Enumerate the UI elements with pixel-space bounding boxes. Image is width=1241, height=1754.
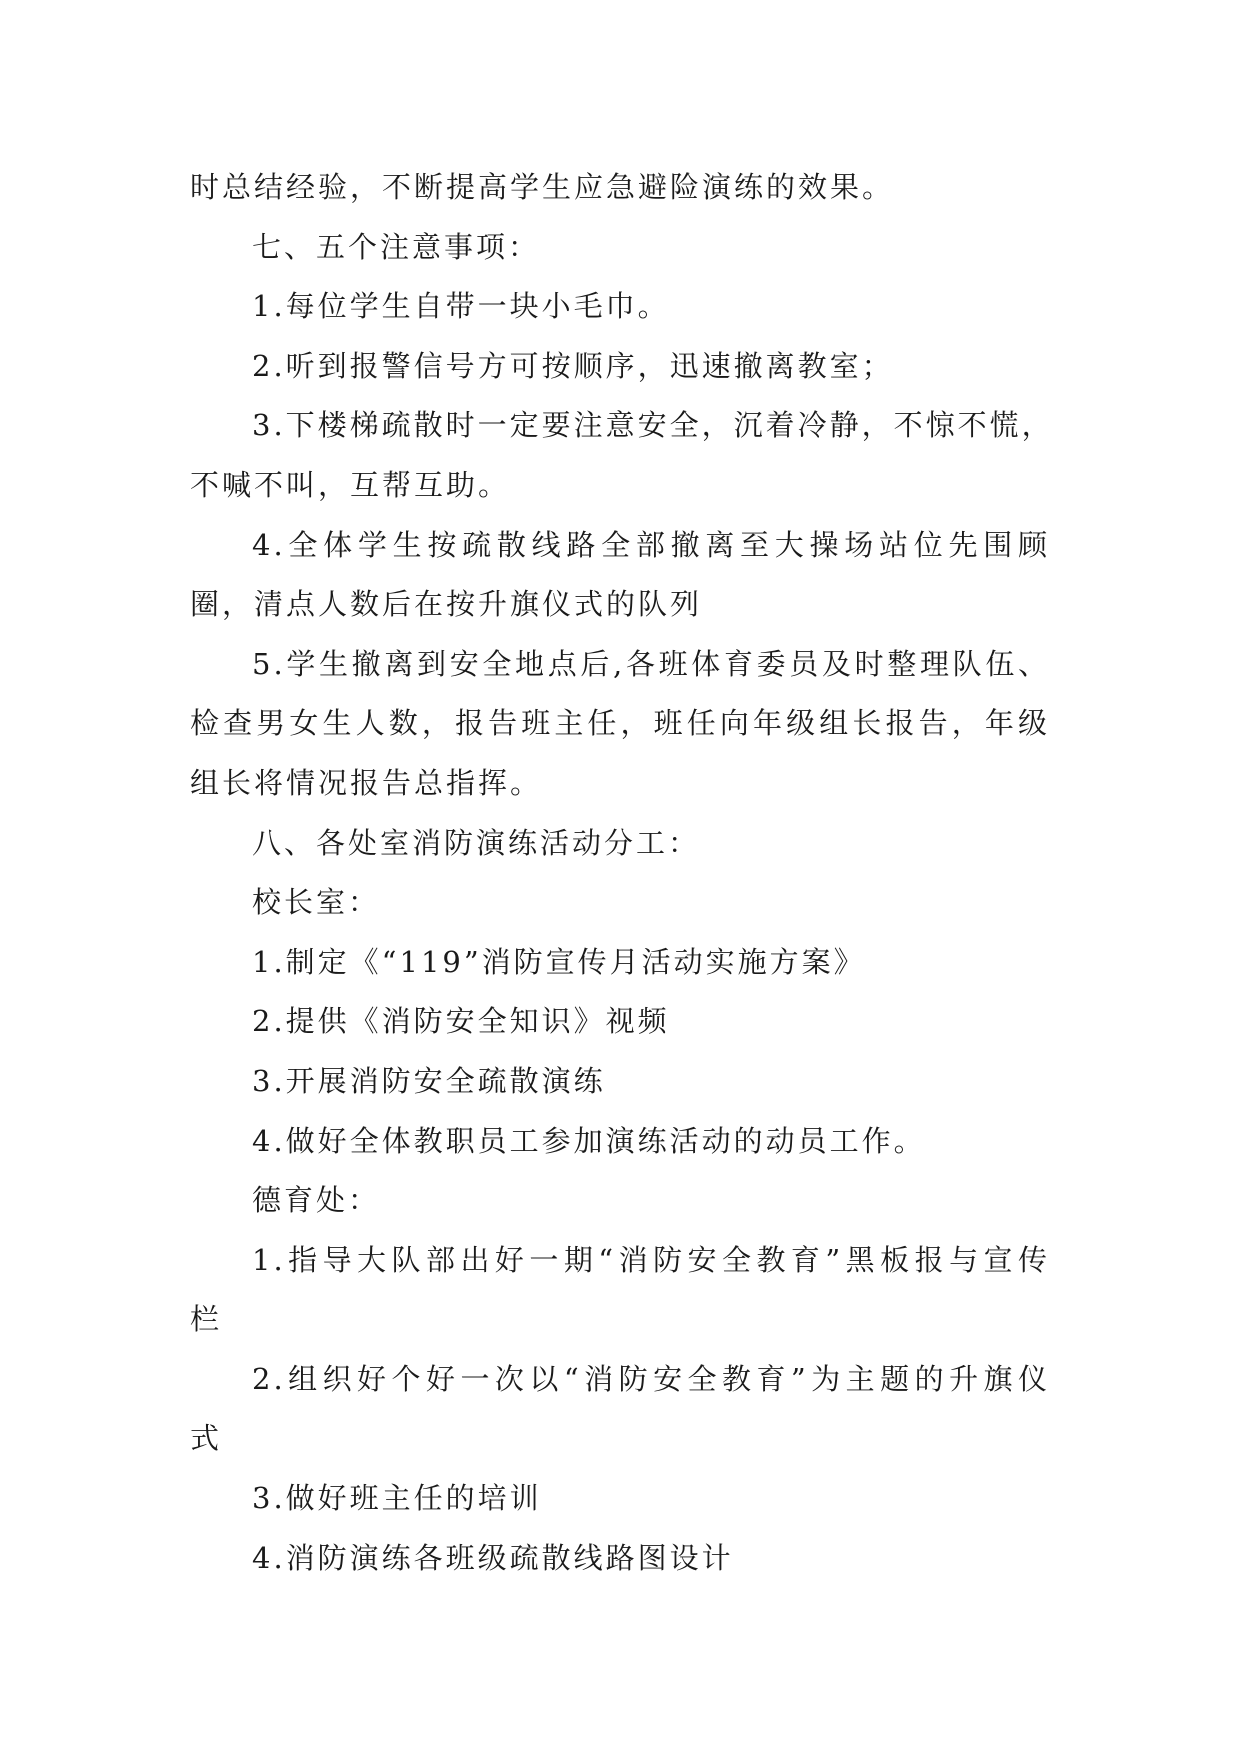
subsection-heading: 校长室： — [252, 885, 381, 920]
list-item: 4.消防演练各班级疏散线路图设计 — [252, 1540, 734, 1575]
list-item: 2.提供《消防安全知识》视频 — [252, 1004, 670, 1039]
list-item: 1.制定《“119”消防宣传月活动实施方案》 — [252, 944, 866, 979]
list-item: 5.学生撤离到安全地点后,各班体育委员及时整理队伍、 — [252, 646, 1050, 681]
list-item: 3.做好班主任的培训 — [252, 1481, 542, 1516]
list-item: 1.每位学生自带一块小毛巾。 — [252, 289, 670, 324]
list-item: 4.做好全体教职员工参加演练活动的动员工作。 — [252, 1123, 926, 1158]
list-item-continuation: 栏 — [190, 1302, 223, 1337]
subsection-heading: 德育处： — [252, 1183, 381, 1218]
list-item-continuation: 不喊不叫，互帮互助。 — [190, 467, 511, 502]
list-item: 4.全体学生按疏散线路全部撤离至大操场站位先围顾 — [252, 527, 1050, 562]
list-item-continuation: 检查男女生人数，报告班主任，班任向年级组长报告，年级 — [190, 706, 1050, 741]
list-item-continuation: 式 — [190, 1421, 223, 1456]
list-item: 1.指导大队部出好一期“消防安全教育”黑板报与宣传 — [252, 1242, 1050, 1277]
list-item: 3.开展消防安全疏散演练 — [252, 1063, 606, 1098]
list-item-continuation: 圈，清点人数后在按升旗仪式的队列 — [190, 587, 703, 622]
section-heading: 八、各处室消防演练活动分工： — [252, 825, 701, 860]
list-item: 2.组织好个好一次以“消防安全教育”为主题的升旗仪 — [252, 1361, 1050, 1396]
list-item: 3.下楼梯疏散时一定要注意安全，沉着冷静，不惊不慌， — [252, 408, 1054, 443]
document-body — [190, 158, 1054, 1588]
section-heading: 七、五个注意事项： — [252, 229, 541, 264]
paragraph-line: 时总结经验，不断提高学生应急避险演练的效果。 — [190, 170, 895, 204]
list-item-continuation: 组长将情况报告总指挥。 — [190, 765, 543, 800]
list-item: 2.听到报警信号方可按顺序，迅速撤离教室； — [252, 348, 894, 383]
